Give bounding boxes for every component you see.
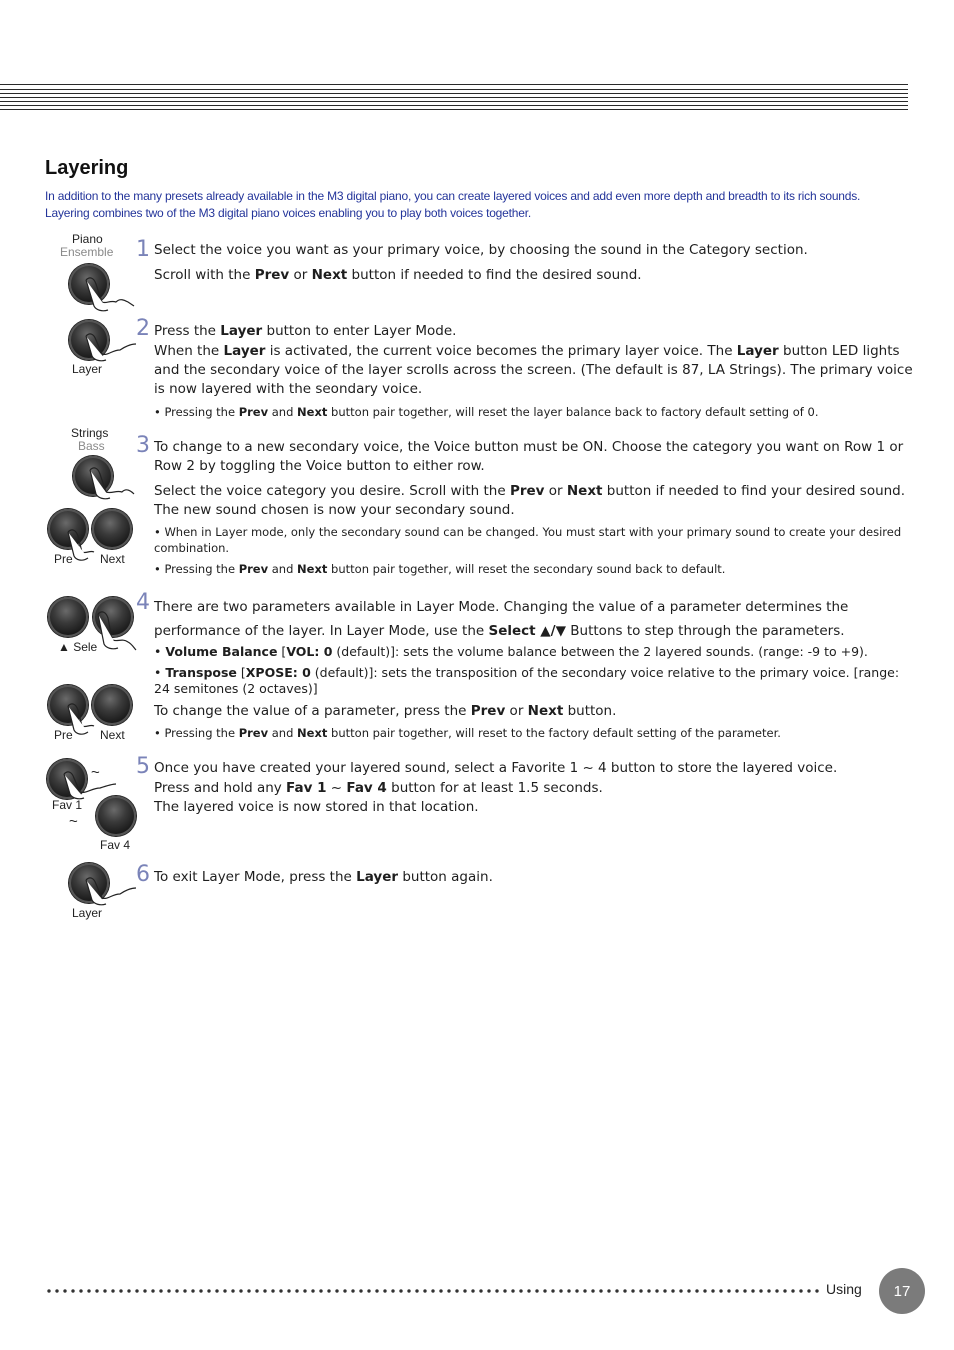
section-intro: In addition to the many presets already available in the M3 digital piano, you can create layered voices and add even more depth and breadth to its rich sounds. Layering combines two of the M3 digital piano voices enabling you to play both voices together. [45,189,861,220]
text-run: and [268,726,298,740]
bold-term: Next [297,405,328,419]
text-run: ~ [326,780,347,796]
step-text [154,266,914,285]
bold-term: Prev [254,267,290,283]
text-run: Once you have created your layered sound, select a Favorite 1 ~ 4 button to store the layered voice. [154,760,838,776]
label-layer: Layer [72,362,103,376]
step-text [154,322,914,341]
param-transpose [154,665,914,697]
label-strings: Strings [71,426,109,440]
bold-term: Fav 1 [286,780,327,796]
text-run: [ [236,665,246,680]
label-next: Next [100,728,125,742]
text-run: and [268,405,298,419]
label-prev: Pre [54,552,73,566]
text-run: To change the value of a parameter, press the [154,703,471,719]
step-number: 4 [136,590,150,615]
text-run: The layered voice is now stored in that location. [154,799,479,815]
text-run: • When in Layer mode, only the secondary sound can be changed. You must start with your primary sound to create your desired combination. [154,525,902,555]
step-note [154,524,914,556]
text-run: When the [154,343,224,359]
text-run: To change to a new secondary voice, the Voice button must be ON. Choose the category you want on Row 1 or Row 2 by toggling the Voice button to either row. [154,439,904,474]
step-note [154,404,914,420]
step-number: 1 [136,237,150,262]
text-run: • [154,665,166,680]
text-run: or [544,483,567,499]
step-text [154,241,914,260]
text-run: button again. [398,869,493,885]
hand-icon [94,610,138,654]
bold-term: Volume Balance [165,644,278,659]
text-run: Press and hold any [154,780,287,796]
text-run: • Pressing the [154,726,239,740]
bold-term: Layer [356,869,399,885]
label-tilde: ~ [69,813,78,830]
hand-icon [80,330,138,366]
footer-section-label: Using [826,1281,862,1297]
text-run: is activated, the current voice becomes the primary layer voice. The [265,343,737,359]
text-run: button pair together, will reset the layer balance back to factory default setting of 0. [327,405,819,419]
text-run: • Pressing the [154,405,239,419]
text-run: button for at least 1.5 seconds. [386,780,603,796]
text-run: Select the voice you want as your primary voice, by choosing the sound in the Category section. [154,242,808,258]
text-run: button LED lights and the secondary voice of the layer scrolls across the screen. (The default is 87, LA Strings). The primary voice is now layered with the seondary voice. [154,343,913,397]
label-layer: Layer [72,906,103,920]
label-prev: Pre [54,728,73,742]
hand-icon [80,874,138,910]
label-select: ▲ Sele [58,640,98,654]
text-run: [ [277,644,287,659]
bold-term: Select ▲/▼ [488,623,566,639]
text-run: (default)]: sets the volume balance between the 2 layered sounds. (range: -9 to +9). [332,644,868,659]
bold-term: Prev [238,405,269,419]
text-run: Scroll with the [154,267,255,283]
text-run: and [268,562,298,576]
label-piano: Piano [72,232,103,246]
page-number-badge [879,1268,925,1314]
bold-term: Transpose [165,665,237,680]
text-run: • Pressing the [154,562,239,576]
text-run: button if needed to find your desired sound. The new sound chosen is now your secondary sound. [154,483,906,518]
text-run: button if needed to find the desired sound. [347,267,642,283]
param-volume-balance [154,644,914,660]
step-text [154,759,914,778]
text-run: or [505,703,528,719]
bold-term: XPOSE: 0 [245,665,311,680]
step-text [154,868,914,887]
bold-term: Next [527,703,564,719]
text-run: or [289,267,312,283]
select-up-button [48,597,88,637]
text-run: button pair together, will reset to the factory default setting of the parameter. [327,726,781,740]
bold-term: Fav 4 [346,780,387,796]
bold-term: Layer [223,343,266,359]
bold-term: VOL: 0 [286,644,333,659]
step-text [154,798,914,817]
label-fav4: Fav 4 [100,838,131,852]
bold-term: Prev [470,703,506,719]
page-number: 17 [893,1282,911,1300]
text-run: Press the [154,323,221,339]
step-note [154,725,914,741]
bold-term: Next [566,483,603,499]
step-number: 2 [136,316,150,341]
fav4-button [96,796,136,836]
footer-dotted-rule [45,1288,820,1294]
header-rules [0,84,908,112]
hand-icon [84,464,136,504]
text-run: button pair together, will reset the secondary sound back to default. [327,562,726,576]
hand-icon [80,272,136,316]
text-run: button. [563,703,617,719]
step-note [154,561,914,577]
label-ensemble: Ensemble [60,245,114,259]
bold-term: Prev [238,562,269,576]
section-title: Layering [45,157,129,179]
text-run: • [154,644,166,659]
step-text [154,342,914,399]
label-fav1: Fav 1 [52,798,83,812]
step-text [154,438,914,476]
step-number: 6 [136,862,150,887]
step-text [154,595,914,643]
bold-term: Prev [238,726,269,740]
bold-term: Next [297,726,328,740]
step-number: 3 [136,433,150,458]
bold-term: Layer [736,343,779,359]
text-run: There are two parameters available in Layer Mode. Changing the value of a parameter determines the performance of the layer. In Layer Mode, use the [154,599,849,639]
label-next: Next [100,552,125,566]
text-run: (default)]: sets the transposition of the secondary voice relative to the primary voice. [range: 24 semitones (2 octaves)] [154,665,900,696]
text-run: button to enter Layer Mode. [262,323,457,339]
bold-term: Layer [220,323,263,339]
step-text [154,779,914,798]
bold-term: Next [297,562,328,576]
step-text [154,702,914,721]
step-number: 5 [136,754,150,779]
text-run: Buttons to step through the parameters. [565,623,845,639]
bold-term: Prev [509,483,545,499]
label-bass: Bass [78,439,105,453]
text-run: Select the voice category you desire. Scroll with the [154,483,510,499]
step-text [154,482,914,520]
label-tilde: ~ [91,764,100,781]
bold-term: Next [311,267,348,283]
text-run: To exit Layer Mode, press the [154,869,357,885]
